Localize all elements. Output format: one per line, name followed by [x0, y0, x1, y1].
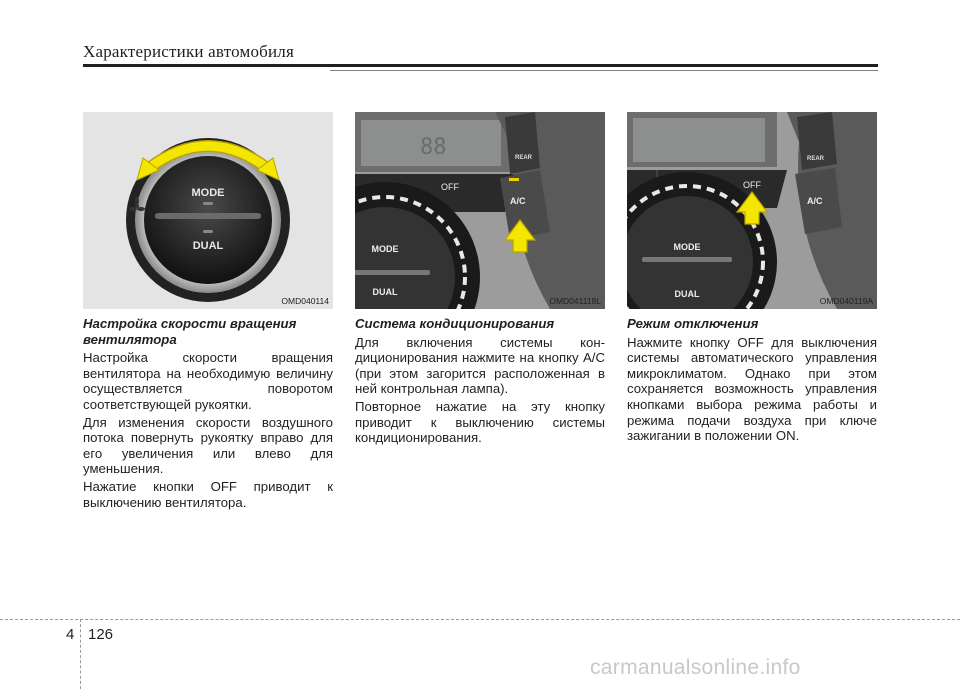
figure-code: OMD040114: [281, 296, 329, 306]
page-number: 126: [88, 626, 114, 643]
fan-knob-illustration: [83, 112, 333, 309]
off-button-label: OFF: [743, 180, 761, 190]
mode-knob-label: MODE: [673, 242, 701, 252]
dual-knob-label: DUAL: [372, 287, 398, 297]
mode-knob-label: MODE: [191, 187, 225, 199]
paragraph: Нажмите кнопку OFF для выключения системы автоматического управления микроклиматом. Однако при этом сохраняется возможность управления кнопками выбора режима работы и режима подачи воздуха при ключе зажигании в положении ON.: [627, 334, 877, 444]
paragraph: Нажатие кнопки OFF приводит к выключению вентилятора.: [83, 478, 333, 510]
ac-button-label: A/C: [510, 196, 526, 206]
header-rule-thin: [330, 70, 878, 71]
off-panel-illustration: [627, 112, 877, 309]
mode-knob-label: MODE: [371, 244, 399, 254]
page-header-title: Характеристики автомобиля: [83, 42, 294, 61]
section-fan-speed: [83, 316, 333, 512]
off-button-label: OFF: [441, 182, 459, 192]
footer-rule: [0, 619, 960, 620]
header-rule: [83, 64, 878, 67]
display-segments: 88: [420, 135, 447, 160]
paragraph: Для включения системы кон- диционирования нажмите на кнопку A/C (при этом загорится расположенная в ней контрольная лампа).: [355, 334, 605, 397]
section-off-mode: [627, 316, 877, 446]
paragraph: Настройка скорости вращения вентилятора на необходимую величину осуществляется поворотом соответствующей рукоятки.: [83, 350, 333, 412]
dual-knob-label: DUAL: [674, 289, 700, 299]
figure-code: OMD040119A: [819, 296, 873, 306]
section-title: Режим отключения: [627, 316, 759, 331]
footer-divider: [80, 619, 81, 689]
ac-button-label: A/C: [807, 196, 823, 206]
chapter-number: 4: [66, 626, 75, 643]
paragraph: Повторное нажатие на эту кнопку приводит к выключению системы кондиционирования.: [355, 398, 605, 446]
figure-code: OMD041118L: [549, 296, 601, 306]
section-title: Система кондиционирования: [355, 316, 555, 331]
rear-button-label: REAR: [807, 156, 825, 162]
figure-off-button: [627, 112, 877, 309]
section-air-conditioning: [355, 316, 605, 448]
watermark: carmanualsonline.info: [590, 656, 801, 679]
section-title: Настройка скорости вращения вентилятора: [83, 316, 297, 347]
paragraph: Для изменения скорости воздушного потока повернуть рукоятку вправо для его увеличения или влево для уменьшения.: [83, 414, 333, 477]
ac-indicator-lamp: [509, 178, 519, 181]
dual-knob-label: DUAL: [192, 240, 224, 252]
rear-button-label: REAR: [515, 155, 533, 161]
ac-panel-illustration: [355, 112, 605, 309]
figure-fan-knob: [83, 112, 333, 309]
figure-ac-button: [355, 112, 605, 309]
